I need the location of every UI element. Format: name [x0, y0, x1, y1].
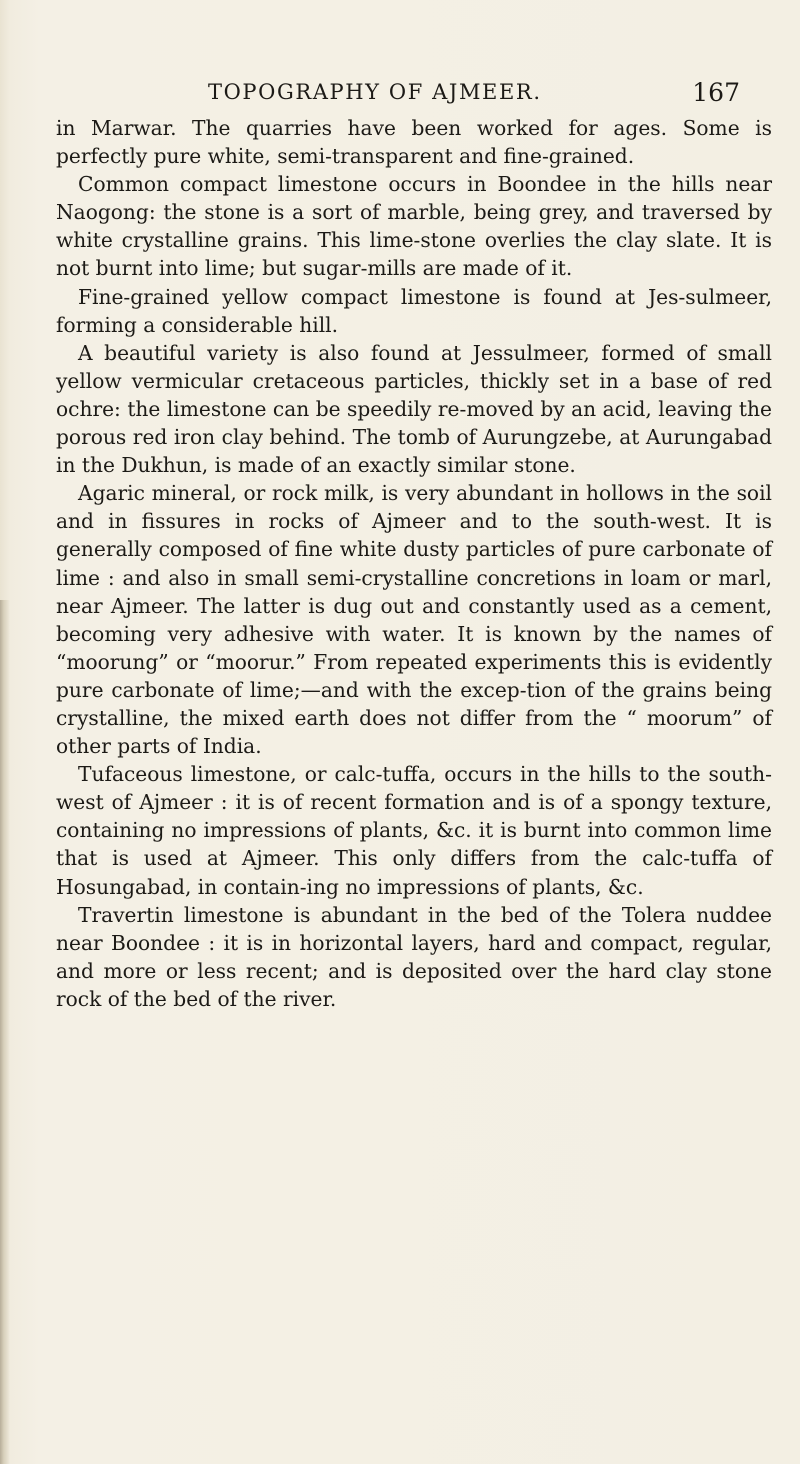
paragraph-tufaceous-limestone: Tufaceous limestone, or calc-tuffa, occurs in the hills to the south-west of Ajmeer : it is of recent formation and is of a spongy texture, containing no impressions of plants, &c. it is burnt into common lime that is used at Ajmeer. This only differs from the calc-tuffa of Hosungabad, in contain-ing no impressions of plants, &c. — [56, 762, 772, 899]
paragraph-fine-grained-yellow-limestone: Fine-grained yellow compact limestone is found at Jes-sulmeer, forming a considerable hill. — [56, 284, 772, 337]
paragraph-agaric-mineral: Agaric mineral, or rock milk, is very abundant in hollows in the soil and in fissures in rocks of Ajmeer and to the south-west. It is generally composed of fine white dusty particles of pure carbonate of lime : and also in small semi-crystalline concretions in loam or marl, near Ajmeer. The latter is dug out and constantly used as a cement, becoming very adhesive with water. It is known by the names of “moorung” or “moorur.” From repeated experiments this is evidently pure carbonate of lime;—and with the excep-tion of the grains being crystalline, the mixed earth does not differ from the “ moorum” of other parts of India. — [56, 481, 772, 759]
running-head: TOPOGRAPHY OF AJMEER. — [208, 80, 542, 104]
page-number: 167 — [692, 78, 740, 107]
paragraph-beautiful-variety: A beautiful variety is also found at Jessulmeer, formed of small yellow vermicular cretaceous particles, thickly set in a base of red ochre: the limestone can be speedily re-moved by an acid, leaving the porous red iron clay behind. The tomb of Aurungzebe, at Aurungabad in the Dukhun, is made of an exactly similar stone. — [56, 340, 772, 478]
page-gutter-shadow — [0, 600, 10, 1464]
page-header — [200, 80, 760, 114]
paragraph-marwar-quarries: in Marwar. The quarries have been worked for ages. Some is perfectly pure white, semi-transparent and fine-grained. — [56, 116, 772, 169]
paragraph-travertin-limestone: Travertin limestone is abundant in the bed of the Tolera nuddee near Boondee : it is in horizontal layers, hard and compact, regular, and more or less recent; and is deposited over the hard clay stone rock of the bed of the river. — [56, 902, 772, 1011]
body-text — [56, 114, 772, 1013]
paragraph-common-compact-limestone: Common compact limestone occurs in Boondee in the hills near Naogong: the stone is a sort of marble, being grey, and traversed by white crystalline grains. This lime-stone overlies the clay slate. It is not burnt into lime; but sugar-mills are made of it. — [56, 172, 772, 281]
